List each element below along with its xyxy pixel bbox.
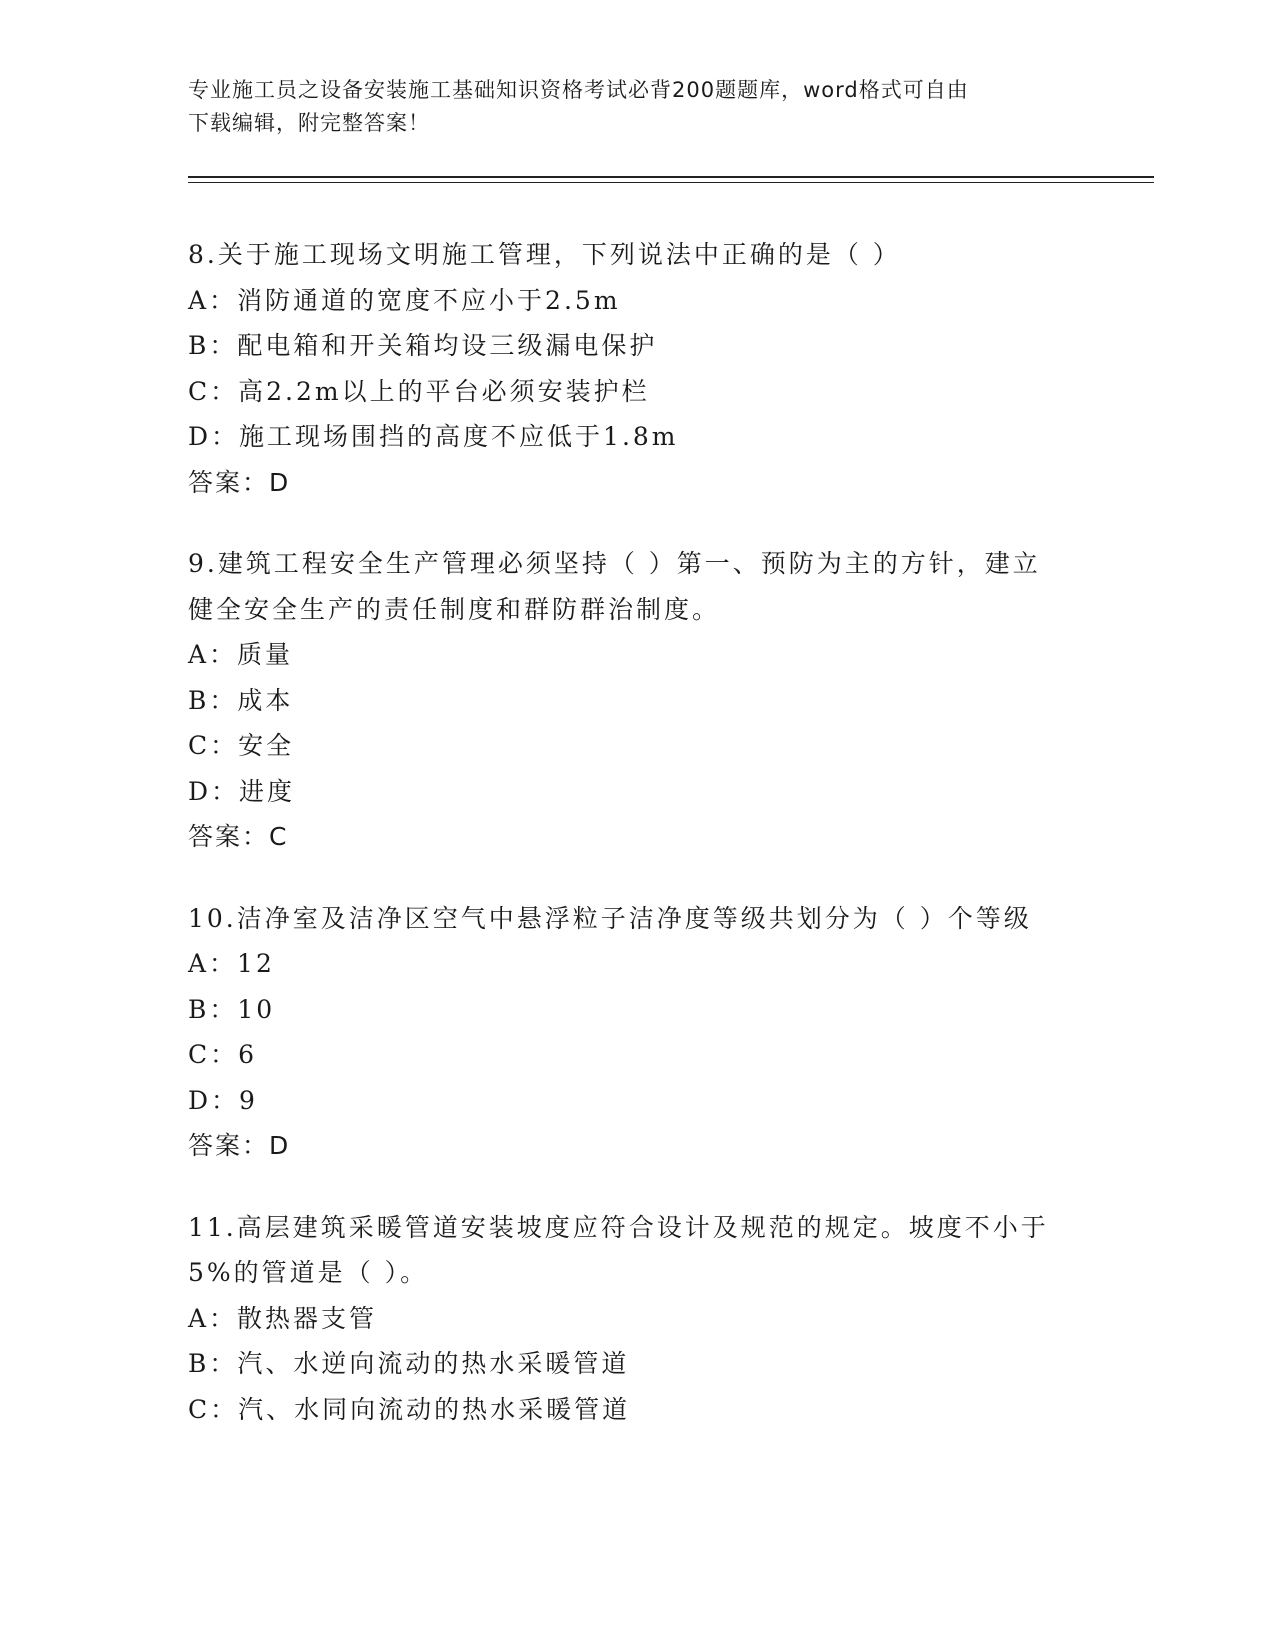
header-divider-thin	[188, 182, 1154, 183]
header-line-2: 下载编辑，附完整答案！	[188, 111, 430, 135]
question-stem: 10.洁净室及洁净区空气中悬浮粒子洁净度等级共划分为（ ）个等级	[188, 903, 1032, 933]
question-11	[188, 1205, 1088, 1433]
question-10	[188, 896, 1088, 1169]
option-b: B：汽、水逆向流动的热水采暖管道	[188, 1349, 630, 1378]
option-b: B：10	[188, 994, 276, 1024]
option-c: C：6	[188, 1040, 258, 1069]
question-9	[188, 541, 1088, 860]
question-stem-continued: 5%的管道是（ ）。	[188, 1258, 429, 1287]
question-stem: 8.关于施工现场文明施工管理，下列说法中正确的是（ ）	[188, 240, 901, 269]
answer-label: 答案：D	[188, 1131, 291, 1160]
option-a: A：消防通道的宽度不应小于2.5m	[188, 285, 621, 315]
option-a: A：质量	[188, 640, 294, 669]
option-d: D：施工现场围挡的高度不应低于1.8m	[188, 422, 679, 451]
answer-label: 答案：C	[188, 822, 289, 851]
header-divider-thick	[188, 176, 1154, 178]
option-a: A：散热器支管	[188, 1303, 378, 1333]
question-stem-continued: 健全安全生产的责任制度和群防群治制度。	[188, 594, 721, 624]
option-b: B：配电箱和开关箱均设三级漏电保护	[188, 331, 658, 360]
option-d: D：进度	[188, 776, 296, 806]
question-8	[188, 232, 1088, 505]
question-list	[188, 232, 1088, 1468]
option-b: B：成本	[188, 685, 294, 715]
option-a: A：12	[188, 949, 275, 978]
document-header	[188, 74, 1088, 140]
question-stem: 11.高层建筑采暖管道安装坡度应符合设计及规范的规定。坡度不小于	[188, 1212, 1049, 1242]
question-stem: 9.建筑工程安全生产管理必须坚持（ ）第一、预防为主的方针，建立	[188, 549, 1041, 578]
answer-label: 答案：D	[188, 467, 291, 497]
option-c: C：安全	[188, 731, 295, 760]
header-line-1: 专业施工员之设备安装施工基础知识资格考试必背200题题库，word格式可自由	[188, 78, 969, 102]
option-c: C：汽、水同向流动的热水采暖管道	[188, 1394, 631, 1424]
option-d: D：9	[188, 1085, 258, 1115]
option-c: C：高2.2m以上的平台必须安装护栏	[188, 376, 650, 406]
